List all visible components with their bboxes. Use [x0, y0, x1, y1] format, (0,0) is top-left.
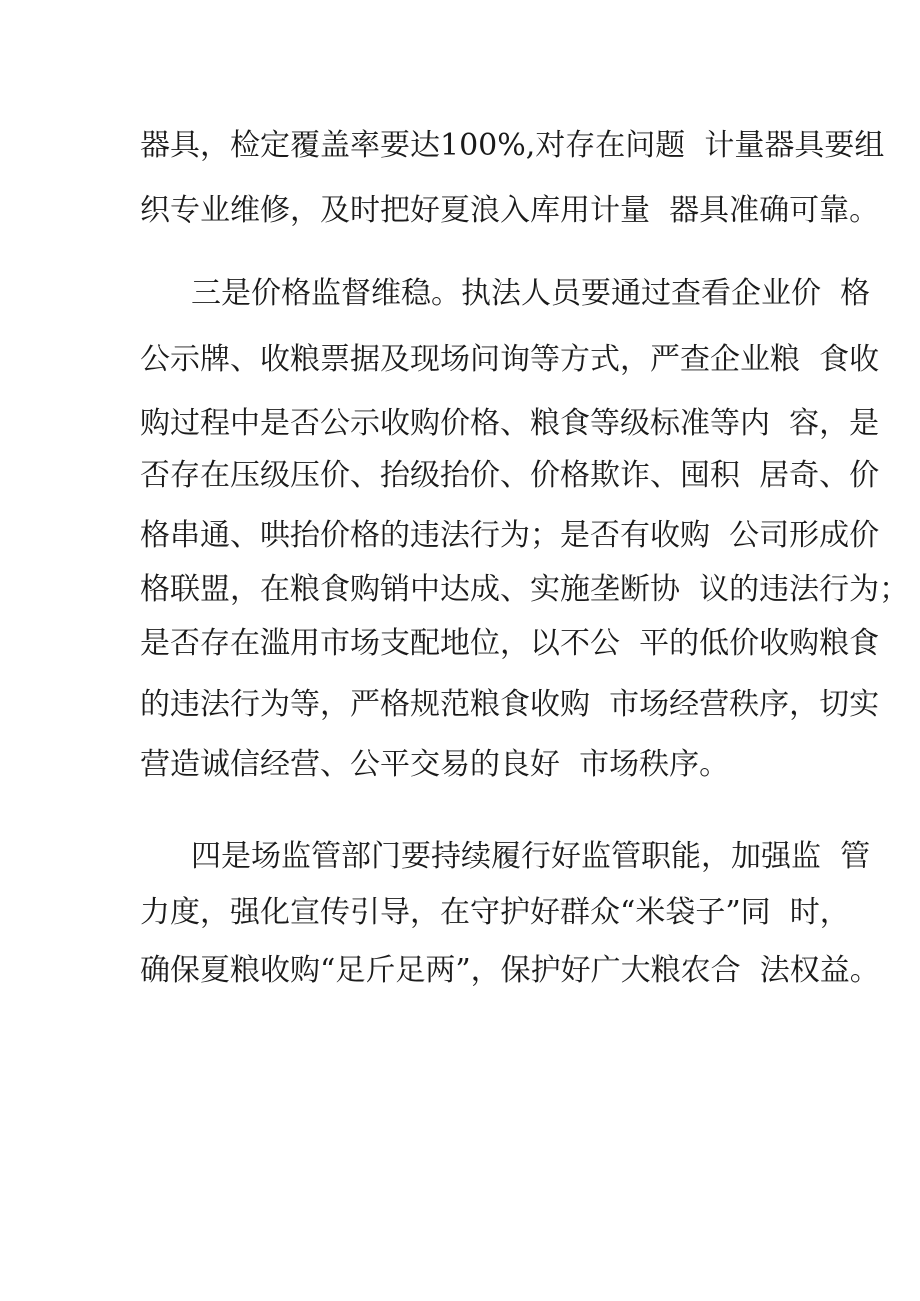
- text-line: 公示牌、收粮票据及现场问询等方式，严查企业粮 食收: [140, 342, 880, 377]
- text-line: 三是价格监督维稳。执法人员要通过查看企业价 格: [191, 276, 871, 311]
- text-line: 的违法行为等，严格规范粮食收购 市场经营秩序，切实: [140, 687, 880, 722]
- text-line: 力度，强化宣传引导，在守护好群众“米袋子”同 时，: [140, 895, 850, 930]
- text-line: 格联盟，在粮食购销中达成、实施垄断协 议的违法行为；: [140, 572, 910, 607]
- text-line: 否存在压级压价、抬级抬价、价格欺诈、囤积 居奇、价: [140, 458, 880, 493]
- text-line: 购过程中是否公示收购价格、粮食等级标准等内 容，是: [140, 406, 880, 441]
- text-line: 四是场监管部门要持续履行好监管职能，加强监 管: [191, 839, 871, 874]
- text-line: 织专业维修，及时把好夏浪入库用计量 器具准确可靠。: [140, 193, 880, 228]
- text-line: 器具，检定覆盖率要达100%,对存在问题 计量器具要组: [140, 128, 885, 163]
- text-line: 格串通、哄抬价格的违法行为；是否有收购 公司形成价: [140, 518, 880, 553]
- text-line: 是否存在滥用市场支配地位，以不公 平的低价收购粮食: [140, 626, 880, 661]
- text-line: 营造诚信经营、公平交易的良好 市场秩序。: [140, 747, 730, 782]
- text-line: 确保夏粮收购“足斤足两”，保护好广大粮农合 法权益。: [140, 953, 880, 988]
